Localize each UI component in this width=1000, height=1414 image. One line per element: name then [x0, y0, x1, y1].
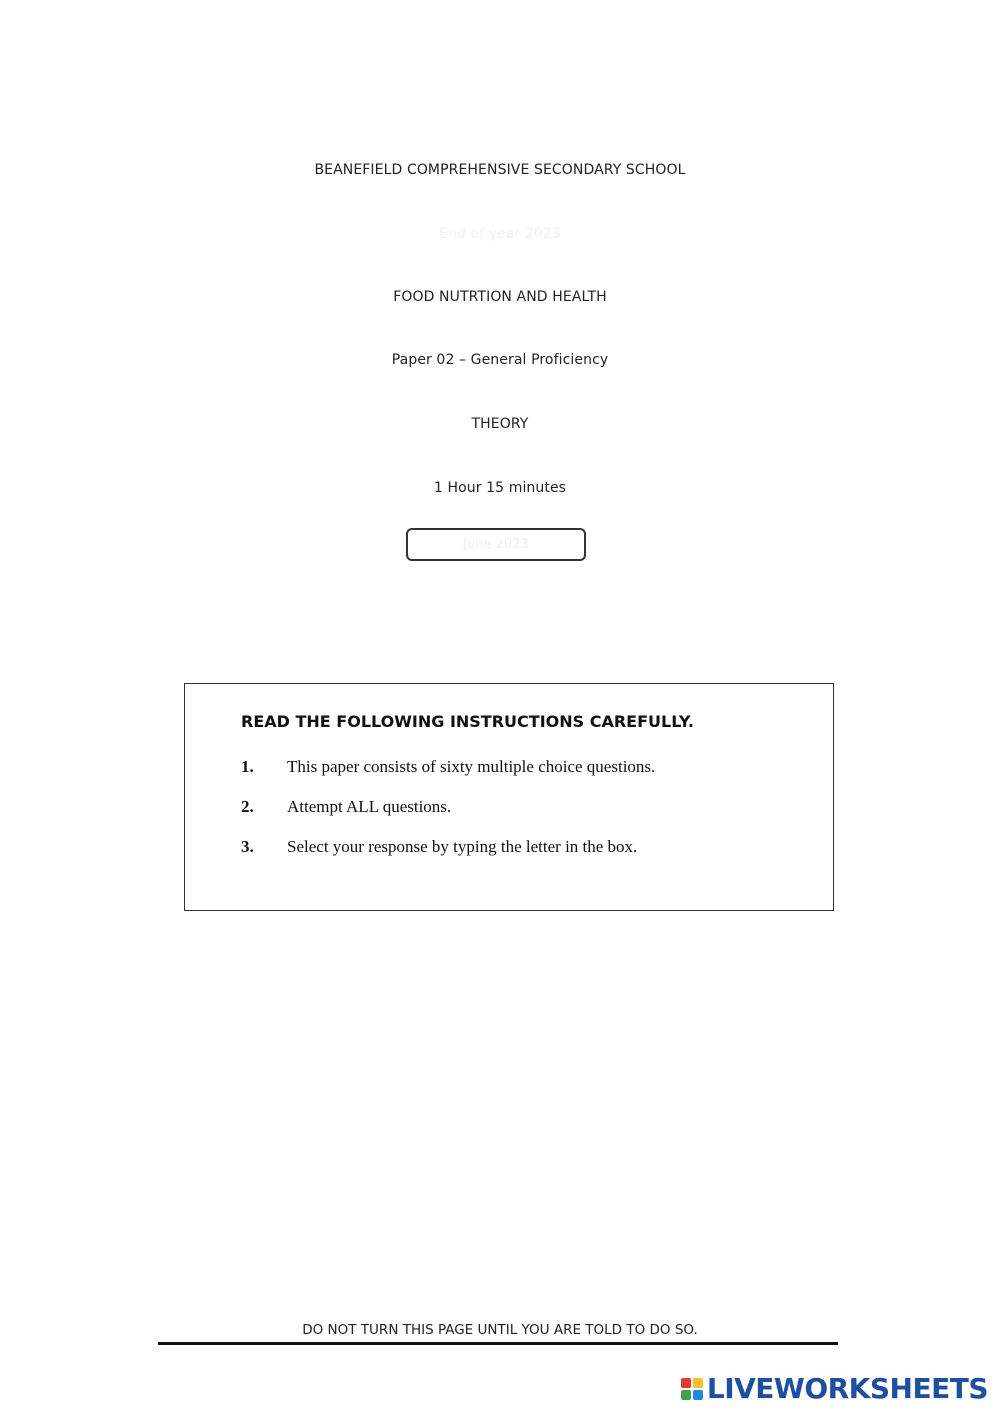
brand-name: LIVEWORKSHEETS	[706, 1372, 988, 1405]
logo-square-yellow	[693, 1378, 703, 1388]
exam-duration: 1 Hour 15 minutes	[433, 480, 567, 496]
instructions-heading: READ THE FOLLOWING INSTRUCTIONS CAREFULLY.	[241, 712, 694, 731]
instruction-number: 2.	[241, 797, 254, 816]
paper-title: Paper 02 – General Proficiency	[391, 352, 609, 368]
footer-warning: DO NOT TURN THIS PAGE UNTIL YOU ARE TOLD TO DO SO.	[302, 1322, 698, 1338]
logo-square-green	[681, 1390, 691, 1400]
instruction-text: Attempt ALL questions.	[287, 797, 452, 816]
instructions-box	[184, 683, 834, 911]
section-title: THEORY	[471, 416, 529, 432]
instruction-number: 1.	[241, 757, 254, 776]
instruction-text: This paper consists of sixty multiple choice questions.	[287, 757, 656, 776]
exam-session: End of year 2023	[439, 226, 561, 242]
footer-divider	[158, 1342, 838, 1345]
liveworksheets-logo-icon	[681, 1378, 703, 1400]
instruction-number: 3.	[241, 837, 254, 856]
instruction-text: Select your response by typing the letter in the box.	[287, 837, 638, 856]
subject-title: FOOD NUTRTION AND HEALTH	[393, 289, 607, 305]
school-name: BEANEFIELD COMPREHENSIVE SECONDARY SCHOOL	[314, 162, 686, 178]
logo-square-red	[681, 1378, 691, 1388]
exam-date-box	[406, 528, 586, 561]
exam-date: June 2023	[463, 537, 529, 552]
liveworksheets-brand[interactable]	[681, 1372, 988, 1405]
logo-square-blue	[693, 1390, 703, 1400]
